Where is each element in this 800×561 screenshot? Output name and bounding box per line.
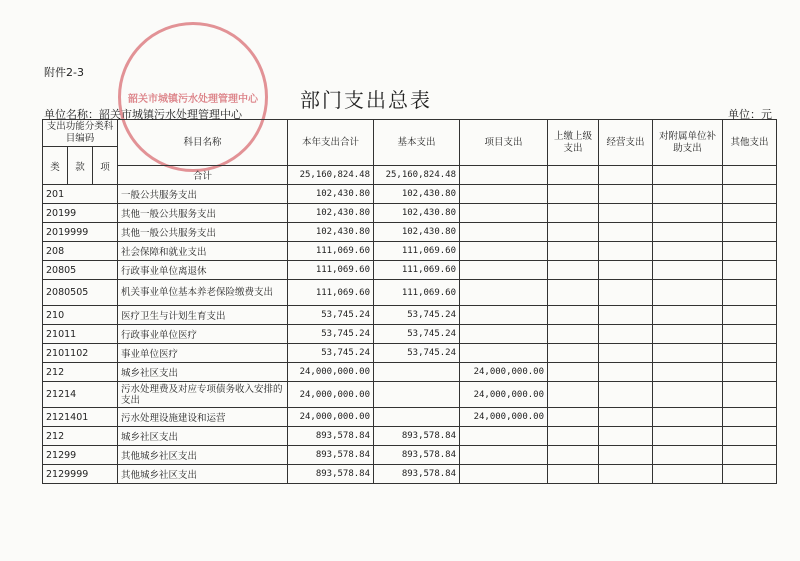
row-c1: 893,578.84 xyxy=(288,446,374,465)
row-c1: 111,069.60 xyxy=(288,261,374,280)
row-c7 xyxy=(723,446,777,465)
row-code: 2080505 xyxy=(43,280,118,306)
row-name: 其他一般公共服务支出 xyxy=(118,223,288,242)
row-name: 行政事业单位医疗 xyxy=(118,325,288,344)
row-code: 20199 xyxy=(43,204,118,223)
row-c6 xyxy=(653,427,723,446)
row-c3 xyxy=(460,185,548,204)
row-c7 xyxy=(723,344,777,363)
row-c4 xyxy=(548,242,599,261)
row-c6 xyxy=(653,261,723,280)
row-code: 201 xyxy=(43,185,118,204)
table-row xyxy=(43,261,777,280)
row-c2: 893,578.84 xyxy=(374,446,460,465)
row-name: 污水处理设施建设和运营 xyxy=(118,408,288,427)
row-c2: 111,069.60 xyxy=(374,242,460,261)
header-func-code: 支出功能分类科目编码 xyxy=(43,120,118,147)
page-title: 部门支出总表 xyxy=(300,88,432,112)
header-xiang: 项 xyxy=(93,147,118,185)
row-c2: 111,069.60 xyxy=(374,280,460,306)
row-c7 xyxy=(723,408,777,427)
row-c3 xyxy=(460,344,548,363)
row-code: 21299 xyxy=(43,446,118,465)
row-name: 事业单位医疗 xyxy=(118,344,288,363)
total-c1: 25,160,824.48 xyxy=(288,166,374,185)
row-c3: 24,000,000.00 xyxy=(460,382,548,408)
row-c4 xyxy=(548,465,599,484)
row-c1: 893,578.84 xyxy=(288,427,374,446)
row-c5 xyxy=(599,280,653,306)
row-name: 一般公共服务支出 xyxy=(118,185,288,204)
row-c6 xyxy=(653,280,723,306)
row-c7 xyxy=(723,223,777,242)
row-c7 xyxy=(723,261,777,280)
row-c6 xyxy=(653,363,723,382)
row-c7 xyxy=(723,204,777,223)
row-c3 xyxy=(460,427,548,446)
row-c4 xyxy=(548,325,599,344)
row-name: 城乡社区支出 xyxy=(118,427,288,446)
row-c7 xyxy=(723,465,777,484)
total-label: 合计 xyxy=(118,166,288,185)
row-c5 xyxy=(599,261,653,280)
row-c3: 24,000,000.00 xyxy=(460,363,548,382)
table-row xyxy=(43,242,777,261)
row-c5 xyxy=(599,325,653,344)
row-c7 xyxy=(723,325,777,344)
row-c2: 102,430.80 xyxy=(374,204,460,223)
row-code: 2019999 xyxy=(43,223,118,242)
row-code: 21011 xyxy=(43,325,118,344)
table-row xyxy=(43,280,777,306)
header-lei: 类 xyxy=(43,147,68,185)
row-c3 xyxy=(460,280,548,306)
table-row xyxy=(43,306,777,325)
row-c2 xyxy=(374,408,460,427)
row-c5 xyxy=(599,382,653,408)
row-c2: 53,745.24 xyxy=(374,306,460,325)
row-c6 xyxy=(653,306,723,325)
table-row xyxy=(43,363,777,382)
row-c3 xyxy=(460,242,548,261)
row-c6 xyxy=(653,325,723,344)
row-c7 xyxy=(723,306,777,325)
table-row xyxy=(43,185,777,204)
row-c3 xyxy=(460,306,548,325)
row-c5 xyxy=(599,223,653,242)
row-c2: 893,578.84 xyxy=(374,465,460,484)
row-c7 xyxy=(723,427,777,446)
row-name: 其他城乡社区支出 xyxy=(118,465,288,484)
row-c3 xyxy=(460,204,548,223)
row-c1: 53,745.24 xyxy=(288,306,374,325)
row-c3: 24,000,000.00 xyxy=(460,408,548,427)
header-kuan: 款 xyxy=(68,147,93,185)
row-c1: 893,578.84 xyxy=(288,465,374,484)
row-c7 xyxy=(723,185,777,204)
row-name: 社会保障和就业支出 xyxy=(118,242,288,261)
header-c4: 上缴上级支出 xyxy=(548,120,599,166)
row-c3 xyxy=(460,261,548,280)
row-c4 xyxy=(548,344,599,363)
row-c1: 102,430.80 xyxy=(288,223,374,242)
row-c2: 53,745.24 xyxy=(374,344,460,363)
row-c2: 102,430.80 xyxy=(374,185,460,204)
row-c1: 24,000,000.00 xyxy=(288,408,374,427)
row-c5 xyxy=(599,306,653,325)
row-c3 xyxy=(460,223,548,242)
row-c5 xyxy=(599,204,653,223)
row-name: 机关事业单位基本养老保险缴费支出 xyxy=(118,280,288,306)
row-c5 xyxy=(599,446,653,465)
row-code: 212 xyxy=(43,363,118,382)
header-c3: 项目支出 xyxy=(460,120,548,166)
seal-text: 韶关市城镇污水处理管理中心 xyxy=(128,94,258,105)
row-c1: 111,069.60 xyxy=(288,242,374,261)
row-c1: 24,000,000.00 xyxy=(288,382,374,408)
row-c4 xyxy=(548,427,599,446)
row-c7 xyxy=(723,382,777,408)
row-name: 污水处理费及对应专项债务收入安排的支出 xyxy=(118,382,288,408)
row-c6 xyxy=(653,408,723,427)
row-code: 2121401 xyxy=(43,408,118,427)
unit-name: 单位名称：韶关市城镇污水处理管理中心 xyxy=(44,108,242,121)
row-c4 xyxy=(548,446,599,465)
row-c4 xyxy=(548,204,599,223)
row-c6 xyxy=(653,446,723,465)
row-c5 xyxy=(599,427,653,446)
table-row xyxy=(43,204,777,223)
header-c7: 其他支出 xyxy=(723,120,777,166)
table-row xyxy=(43,223,777,242)
row-c6 xyxy=(653,382,723,408)
row-c4 xyxy=(548,280,599,306)
row-code: 212 xyxy=(43,427,118,446)
row-c7 xyxy=(723,280,777,306)
row-c1: 102,430.80 xyxy=(288,204,374,223)
row-c4 xyxy=(548,185,599,204)
row-c7 xyxy=(723,242,777,261)
expenditure-table xyxy=(42,119,777,484)
row-c1: 102,430.80 xyxy=(288,185,374,204)
table-row xyxy=(43,465,777,484)
row-c3 xyxy=(460,465,548,484)
row-c4 xyxy=(548,363,599,382)
row-c6 xyxy=(653,185,723,204)
row-name: 城乡社区支出 xyxy=(118,363,288,382)
row-c1: 53,745.24 xyxy=(288,344,374,363)
row-c4 xyxy=(548,261,599,280)
row-c4 xyxy=(548,306,599,325)
row-c4 xyxy=(548,223,599,242)
header-c1: 本年支出合计 xyxy=(288,120,374,166)
header-item-name: 科目名称 xyxy=(118,120,288,166)
unit-label: 单位：元 xyxy=(728,108,772,121)
row-c4 xyxy=(548,382,599,408)
row-code: 208 xyxy=(43,242,118,261)
row-c1: 111,069.60 xyxy=(288,280,374,306)
row-c6 xyxy=(653,344,723,363)
row-name: 其他城乡社区支出 xyxy=(118,446,288,465)
table-row xyxy=(43,427,777,446)
row-c5 xyxy=(599,465,653,484)
row-c7 xyxy=(723,363,777,382)
table-row xyxy=(43,344,777,363)
row-c5 xyxy=(599,408,653,427)
table-row xyxy=(43,325,777,344)
row-name: 其他一般公共服务支出 xyxy=(118,204,288,223)
row-c2: 893,578.84 xyxy=(374,427,460,446)
header-c5: 经营支出 xyxy=(599,120,653,166)
row-c2: 102,430.80 xyxy=(374,223,460,242)
row-c5 xyxy=(599,185,653,204)
table-row xyxy=(43,382,777,408)
row-c2 xyxy=(374,363,460,382)
header-c2: 基本支出 xyxy=(374,120,460,166)
row-c6 xyxy=(653,204,723,223)
row-c2: 111,069.60 xyxy=(374,261,460,280)
row-c6 xyxy=(653,223,723,242)
total-c2: 25,160,824.48 xyxy=(374,166,460,185)
row-code: 2129999 xyxy=(43,465,118,484)
row-c3 xyxy=(460,446,548,465)
row-c6 xyxy=(653,465,723,484)
table-row xyxy=(43,446,777,465)
row-c5 xyxy=(599,242,653,261)
row-name: 行政事业单位离退休 xyxy=(118,261,288,280)
row-code: 20805 xyxy=(43,261,118,280)
row-c6 xyxy=(653,242,723,261)
row-c5 xyxy=(599,363,653,382)
row-c5 xyxy=(599,344,653,363)
table-row xyxy=(43,408,777,427)
row-code: 210 xyxy=(43,306,118,325)
row-code: 2101102 xyxy=(43,344,118,363)
row-c2 xyxy=(374,382,460,408)
row-c4 xyxy=(548,408,599,427)
row-code: 21214 xyxy=(43,382,118,408)
header-c6: 对附属单位补助支出 xyxy=(653,120,723,166)
row-name: 医疗卫生与计划生育支出 xyxy=(118,306,288,325)
row-c1: 53,745.24 xyxy=(288,325,374,344)
row-c3 xyxy=(460,325,548,344)
row-c2: 53,745.24 xyxy=(374,325,460,344)
annex-label: 附件2-3 xyxy=(44,66,84,79)
row-c1: 24,000,000.00 xyxy=(288,363,374,382)
